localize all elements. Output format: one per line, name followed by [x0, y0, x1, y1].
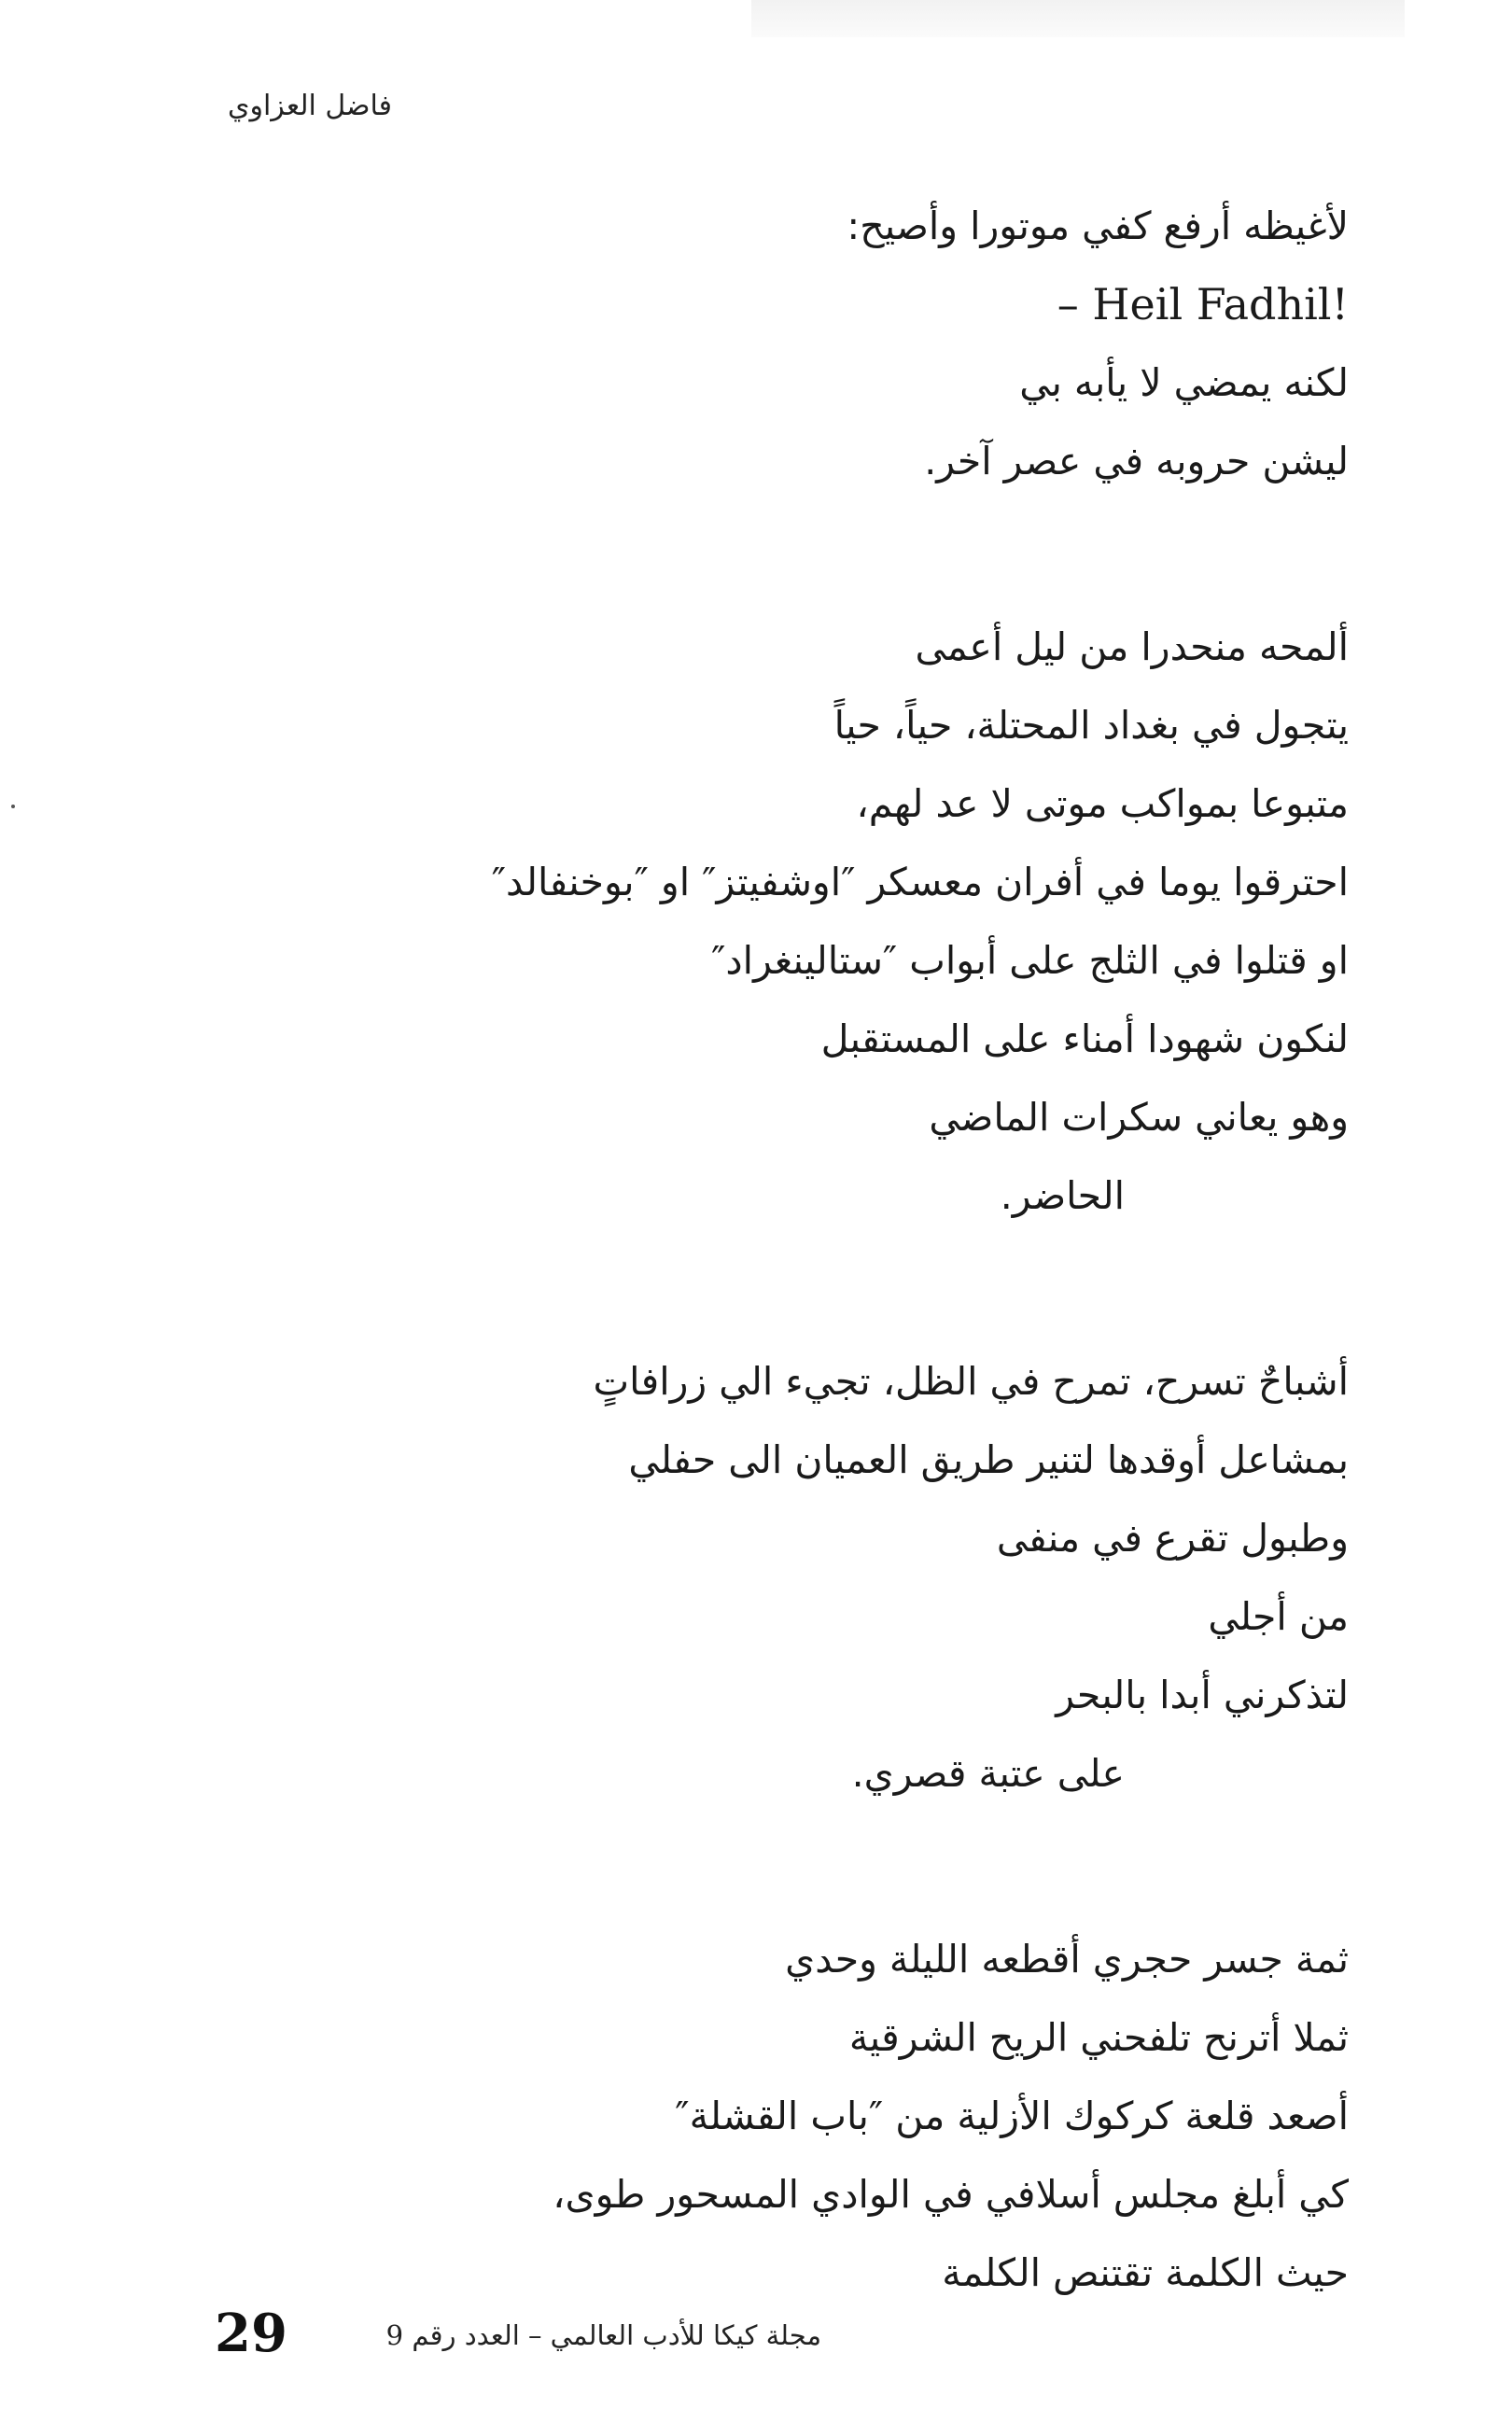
poem-line: على عتبة قصري.	[851, 1751, 1125, 1796]
poem-body	[308, 187, 1349, 2419]
stanza-2	[308, 608, 1349, 1235]
page-footer	[215, 2303, 821, 2364]
poem-line: حيث الكلمة تقتنص الكلمة	[942, 2250, 1349, 2295]
poem-line: لنكون شهودا أمناء على المستقبل	[820, 1016, 1349, 1061]
poem-line: كي أبلغ مجلس أسلافي في الوادي المسحور طوى،	[553, 2172, 1349, 2217]
poem-line: وهو يعاني سكرات الماضي	[929, 1095, 1349, 1140]
running-header-author: فاضل العزاوي	[227, 90, 392, 122]
poem-line: أصعد قلعة كركوك الأزلية من ″باب القشلة″	[675, 2094, 1349, 2138]
poem-line: او قتلوا في الثلج على أبواب ″ستالينغراد″	[711, 938, 1349, 983]
poem-line: من أجلي	[1208, 1594, 1349, 1639]
page-number: 29	[215, 2303, 287, 2364]
poem-line: بمشاعل أوقدها لتنير طريق العميان الى حفلي	[628, 1437, 1349, 1482]
scan-speck	[11, 805, 15, 808]
poem-line: ثمة جسر حجري أقطعه الليلة وحدي	[785, 1937, 1349, 1982]
poem-line: لأغيظه أرفع كفي موتورا وأصيح:	[847, 203, 1349, 248]
scan-shadow	[751, 0, 1405, 37]
latin-exclamation: – Heil Fadhil!	[1057, 279, 1349, 329]
stanza-4	[308, 1920, 1349, 2312]
poem-line: احترقوا يوما في أفران معسكر ″اوشفيتز″ او ″بوخنفالد″	[491, 860, 1349, 904]
poem-line: ليشن حروبه في عصر آخر.	[924, 439, 1349, 483]
poem-line: أشباحٌ تسرح، تمرح في الظل، تجيء الي زرافاتٍ	[593, 1359, 1349, 1404]
poem-line: لتذكرني أبدا بالبحر	[1056, 1673, 1349, 1717]
poem-line: ألمحه منحدرا من ليل أعمى	[915, 624, 1349, 669]
poem-line: وطبول تقرع في منفى	[996, 1516, 1349, 1561]
poem-line: لكنه يمضي لا يأبه بي	[1019, 360, 1349, 405]
journal-title: مجلة كيكا للأدب العالمي – العدد رقم 9	[385, 2319, 821, 2351]
poem-line: يتجول في بغداد المحتلة، حياً، حياً	[833, 703, 1349, 748]
poem-line	[308, 265, 1349, 343]
poem-line: الحاضر.	[1000, 1173, 1125, 1218]
stanza-1	[308, 187, 1349, 500]
stanza-3	[308, 1342, 1349, 1813]
poem-line: ثملا أترنح تلفحني الريح الشرقية	[848, 2015, 1349, 2060]
poem-line: متبوعا بمواكب موتى لا عد لهم،	[856, 781, 1349, 826]
